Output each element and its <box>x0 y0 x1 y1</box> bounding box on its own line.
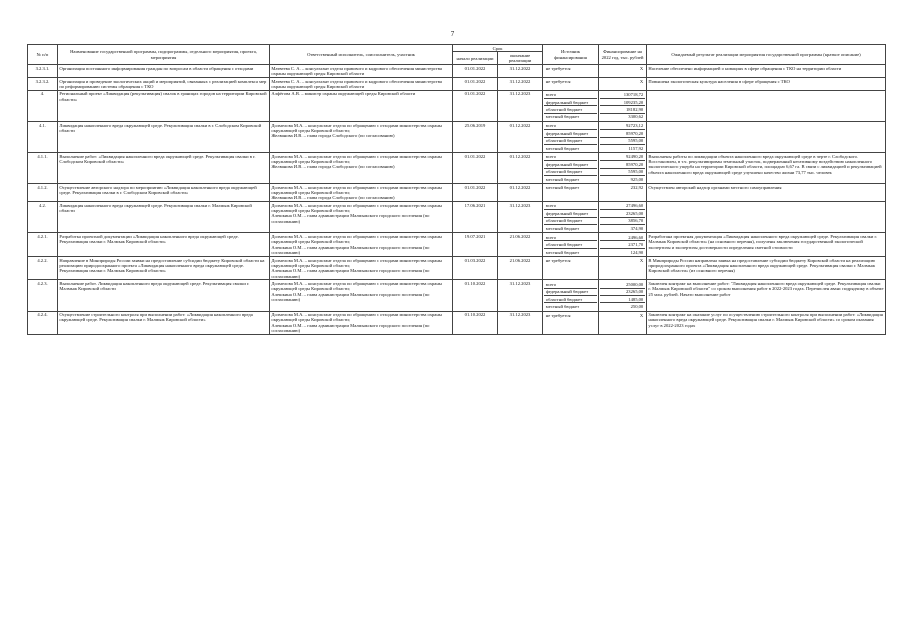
row-funding-sources <box>543 121 599 152</box>
header-num: № п/п <box>28 45 58 65</box>
row-expected-result <box>647 90 886 121</box>
row-name: Выполнение работ: «Ликвидация накопленного вреда окружающей среде. Рекультивация свалки в г. Слободском Кировской области» <box>58 153 270 184</box>
row-responsible: Долмелова М.А. – консультант отдела по обращению с отходами министерства охраны окружающей среды Кировской области; Алешкина О.М. – глава администрации Малмыжского городского поселения (по согласованию) <box>270 257 453 280</box>
row-number: 4.1. <box>28 121 58 152</box>
row-responsible: Долмелова М.А. – консультант отдела по обращению с отходами министерства охраны окружающей среды Кировской области; Алешкина О.М. – глава администрации Малмыжского городского поселения (по согласованию) <box>270 233 453 257</box>
row-end-date: 01.12.2022 <box>498 184 543 202</box>
table-row <box>28 202 886 233</box>
funding-source: федеральный бюджет <box>544 209 596 216</box>
funding-amount: 124,90 <box>600 248 644 255</box>
funding-amount: 1485,00 <box>600 295 644 302</box>
table-row <box>28 65 886 78</box>
funding-source: не требуется <box>545 66 571 72</box>
funding-amount: 3856,70 <box>600 217 644 224</box>
row-name: Организация и проведение экологических акций и мероприятий, связанных с реализацией комплекса мер по реформированию системы обращения с ТКО <box>58 78 270 91</box>
row-responsible: Матвеева С. А. – консультант отдела правового и кадрового обеспечения министерства охраны окружающей среды Кировской области <box>270 78 453 91</box>
row-name: Ликвидация накопленного вреда окружающей среде. Рекультивация свалки г. Малмыж Кировской области <box>58 202 270 233</box>
funding-source: федеральный бюджет <box>544 129 596 136</box>
row-funding-amounts <box>599 184 647 202</box>
row-number: 4.2.1. <box>28 233 58 257</box>
funding-amount: 5595,00 <box>600 168 644 175</box>
table-row <box>28 153 886 184</box>
row-responsible: Долмелова М.А. – консультант отдела по обращению с отходами министерства охраны окружающей среды Кировской области; Алешкина О.М. – глава администрации Малмыжского городского поселения (по согласованию) <box>270 280 453 311</box>
row-funding-sources <box>543 311 599 334</box>
row-end-date: 31.12.2022 <box>498 65 543 78</box>
row-responsible: Долмелова М.А. – консультант отдела по обращению с отходами министерства охраны окружающей среды Кировской области; Желванова И.В. – глава города Слободского (по согласованию) <box>270 153 453 184</box>
row-end-date: 21.06.2022 <box>498 257 543 280</box>
funding-amount: 925,00 <box>600 175 644 182</box>
funding-source: областной бюджет <box>544 240 596 247</box>
funding-source: всего <box>545 154 557 160</box>
row-start-date: 01.01.2022 <box>453 78 498 91</box>
funding-amount: 374,90 <box>600 224 644 231</box>
funding-amount: Х <box>639 66 644 72</box>
funding-amount: 92490,20 <box>626 154 644 160</box>
row-number: 4.2. <box>28 202 58 233</box>
row-name: Разработка проектной документации «Ликвидация накопленного вреда окружающей среде. Рекультивация свалки г. Малмыж Кировской области» <box>58 233 270 257</box>
funding-amount: Х <box>639 79 644 85</box>
row-start-date: 01.03.2022 <box>453 257 498 280</box>
funding-amount: 2496,60 <box>628 234 644 240</box>
header-term-end: окончание реализации <box>498 52 543 65</box>
row-end-date: 31.12.2023 <box>498 311 543 334</box>
row-name: Осуществление строительного контроля при выполнении работ: «Ликвидация накопленного вреда окружающей среде. Рекультивация свалки г. Малмыж Кировской области» <box>58 311 270 334</box>
table-body <box>28 65 886 335</box>
row-funding-sources <box>543 233 599 257</box>
row-number: 3.2.3.1. <box>28 65 58 78</box>
row-end-date: 31.12.2022 <box>498 78 543 91</box>
row-expected-result: Заключен контракт на оказание услуг по осуществлению строительного контроля при выполнении работ: «Ликвидация накопленного вреда окружающей среде. Рекультивация свалки г. Малмыж Кировской области» со сроком оказания услуг в 2022-2023 годах <box>647 311 886 334</box>
row-number: 4.2.3. <box>28 280 58 311</box>
funding-amount: 18182,90 <box>600 105 644 112</box>
funding-source: не требуется <box>545 312 571 318</box>
row-funding-sources <box>543 153 599 184</box>
row-expected-result: Повышена экологическая культура населения в сфере обращения с ТКО <box>647 78 886 91</box>
table-row <box>28 233 886 257</box>
table-row <box>28 280 886 311</box>
header-result: Ожидаемый результат реализации мероприятия государственной программы (краткое описание) <box>647 45 886 65</box>
table-row <box>28 78 886 91</box>
row-number: 4.1.2. <box>28 184 58 202</box>
row-funding-amounts <box>599 78 647 91</box>
table-row <box>28 257 886 280</box>
row-start-date: 25.06.2019 <box>453 121 498 152</box>
row-funding-sources <box>543 257 599 280</box>
row-expected-result: Разработана проектная документация «Ликвидация накопленного вреда окружающей среде. Рекультивация свалки г. Малмыж Кировской области» (на основного перечня), получены заключения государственной экологической экспертизы и экспертизы достоверности определения сметной стоимости <box>647 233 886 257</box>
row-responsible: Долмелова М.А. – консультант отдела по обращению с отходами министерства охраны окружающей среды Кировской области; Желванова И.В. – глава города Слободского (по согласованию) <box>270 121 453 152</box>
header-source: Источник финансирования <box>543 45 599 65</box>
row-expected-result: Заключен контракт на выполнение работ: "Ликвидация накопленного вреда окружающей среде. Рекультивация свалки г. Малмыж Кировской области" со сроком выполнения работ в 2022-2023 годах. Перечислен аванс подрядчику в объеме 25 млн. рублей. Начато выполнение работ <box>647 280 886 311</box>
funding-source: всего <box>545 234 557 240</box>
row-funding-amounts <box>599 257 647 280</box>
row-start-date: 01.10.2022 <box>453 311 498 334</box>
funding-amount: 130718,72 <box>623 92 644 98</box>
funding-amount: 27496,60 <box>626 203 644 209</box>
funding-amount: 109235,20 <box>600 98 644 105</box>
funding-source: областной бюджет <box>544 137 596 144</box>
row-end-date: 01.12.2022 <box>498 121 543 152</box>
row-responsible: Матвеева С. А. – консультант отдела правового и кадрового обеспечения министерства охраны окружающей среды Кировской области <box>270 65 453 78</box>
funding-source: местный бюджет <box>544 113 596 120</box>
row-start-date: 01.01.2022 <box>453 184 498 202</box>
row-name: Выполнение работ. Ликвидация накопленного вреда окружающей среде. Рекультивация свалки г. Малмыж Кировской области <box>58 280 270 311</box>
funding-source: местный бюджет <box>544 224 596 231</box>
funding-source: местный бюджет <box>544 302 596 309</box>
row-end-date: 31.12.2023 <box>498 202 543 233</box>
table-header-row <box>28 45 886 52</box>
funding-amount: 1157,92 <box>600 144 644 151</box>
funding-amount: 23265,00 <box>600 288 644 295</box>
row-expected-result: Осуществлен авторский надзор органами местного самоуправления <box>647 184 886 202</box>
row-funding-amounts <box>599 90 647 121</box>
table-row <box>28 121 886 152</box>
funding-amount: Х <box>639 312 644 318</box>
row-responsible: Долмелова М.А. – консультант отдела по обращению с отходами министерства охраны окружающей среды Кировской области; Алешкина О.М. – глава администрации Малмыжского городского поселения (по согласованию) <box>270 311 453 334</box>
row-number: 4.1.1. <box>28 153 58 184</box>
funding-source: не требуется <box>545 79 571 85</box>
header-name: Наименование государственной программы, подпрограммы, отдельного мероприятия, проекта, мероприятия <box>58 45 270 65</box>
row-name: Направление в Минприроды России заявки на предоставление субсидии бюджету Кировской области на реализацию природоохранного проекта «Ликвидация накопленного вреда окружающей среде. Рекультивация свалки г. Малмыж Кировской области» <box>58 257 270 280</box>
funding-source: федеральный бюджет <box>544 288 596 295</box>
table-row <box>28 184 886 202</box>
row-number: 4.2.2. <box>28 257 58 280</box>
funding-source: не требуется <box>545 258 571 264</box>
funding-amount: 232,92 <box>630 185 644 191</box>
row-funding-amounts <box>599 280 647 311</box>
header-responsible: Ответственный исполнитель, соисполнитель, участник <box>270 45 453 65</box>
header-amount: Финансирование на 2022 год, тыс. рублей <box>599 45 647 65</box>
funding-amount: 2371,70 <box>600 240 644 247</box>
funding-source: местный бюджет <box>545 185 580 191</box>
row-start-date: 01.01.2022 <box>453 153 498 184</box>
funding-source: областной бюджет <box>544 105 596 112</box>
row-funding-sources <box>543 280 599 311</box>
row-funding-amounts <box>599 202 647 233</box>
row-number: 4. <box>28 90 58 121</box>
funding-source: местный бюджет <box>544 175 596 182</box>
funding-amount: 85970,20 <box>600 129 644 136</box>
row-expected-result: Население обеспечено информацией о новациях в сфере обращения с ТКО на территории области <box>647 65 886 78</box>
row-responsible: Долмелова М.А. – консультант отдела по обращению с отходами министерства охраны окружающей среды Кировской области; Желванова И.В. – глава города Слободского (по согласованию) <box>270 184 453 202</box>
funding-source: федеральный бюджет <box>544 160 596 167</box>
page-number: 7 <box>450 30 455 38</box>
row-end-date: 21.06.2022 <box>498 233 543 257</box>
row-number: 3.2.3.2. <box>28 78 58 91</box>
row-funding-amounts <box>599 65 647 78</box>
row-start-date: 01.10.2022 <box>453 280 498 311</box>
header-term-start: начало реализации <box>453 52 498 65</box>
row-expected-result: В Минприроды России направлена заявка на предоставление субсидии бюджету Кировской области на реализацию природоохранного проекта «Ликвидация накопленного вреда окружающей среде. Рекультивация свалки г. Малмыж Кировской области» (из основного перечня) <box>647 257 886 280</box>
funding-source: всего <box>545 203 557 209</box>
row-end-date: 01.12.2022 <box>498 153 543 184</box>
row-funding-amounts <box>599 311 647 334</box>
row-start-date: 01.01.2022 <box>453 90 498 121</box>
row-funding-sources <box>543 65 599 78</box>
table-row <box>28 311 886 334</box>
row-name: Региональный проект «Ликвидация (рекультивация) свалок в границах городов на территории Кировской области» <box>58 90 270 121</box>
funding-source: всего <box>545 92 557 98</box>
funding-amount: Х <box>639 258 644 264</box>
row-funding-sources <box>543 202 599 233</box>
row-funding-amounts <box>599 121 647 152</box>
row-number: 4.2.4. <box>28 311 58 334</box>
row-funding-sources <box>543 78 599 91</box>
funding-source: всего <box>545 281 557 287</box>
row-funding-sources <box>543 90 599 121</box>
row-responsible: Долмелова М.А. – консультант отдела по обращению с отходами министерства охраны окружающей среды Кировской области; Алешкина О.М. – глава администрации Малмыжского городского поселения (по согласованию) <box>270 202 453 233</box>
row-name: Организация постоянного информирования граждан по вопросам в области обращения с отходами <box>58 65 270 78</box>
row-funding-sources <box>543 184 599 202</box>
row-responsible: Алфёгова А.В. – министр охраны окружающей среды Кировской области <box>270 90 453 121</box>
funding-source: всего <box>545 123 557 129</box>
funding-source: местный бюджет <box>544 248 596 255</box>
row-expected-result <box>647 121 886 152</box>
funding-amount: 3300,62 <box>600 113 644 120</box>
funding-source: областной бюджет <box>544 295 596 302</box>
row-expected-result <box>647 202 886 233</box>
table-row <box>28 90 886 121</box>
funding-amount: 92723,12 <box>626 123 644 129</box>
row-end-date: 31.12.2023 <box>498 280 543 311</box>
row-name: Осуществление авторского надзора по мероприятию «Ликвидация накопленного вреда окружающей среде. Рекультивация свалки в г. Слободском Кировской области» <box>58 184 270 202</box>
row-start-date: 01.01.2022 <box>453 65 498 78</box>
row-funding-amounts <box>599 153 647 184</box>
funding-amount: 250,00 <box>600 302 644 309</box>
funding-amount: 25000,00 <box>626 281 644 287</box>
row-start-date: 17.06.2021 <box>453 202 498 233</box>
funding-source: местный бюджет <box>544 144 596 151</box>
funding-amount: 23265,00 <box>600 209 644 216</box>
funding-amount: 5595,00 <box>600 137 644 144</box>
row-expected-result: Выполнены работы по ликвидации объекта накопленного вреда окружающей среде в черте г. Слободского. Восстановлен, в т.ч. рекультивирован земельный участок, подверженный негативному воздействию накопленного экологического ущерба на территории Кировской области, площадью 6,67 га. В связи с ликвидацией и рекультивацией объекта накопленного вреда окружающей среде улучшено качество жизни 73,77 тыс. человек <box>647 153 886 184</box>
row-funding-amounts <box>599 233 647 257</box>
funding-source: областной бюджет <box>544 217 596 224</box>
header-term: Срок <box>453 45 543 52</box>
program-table <box>27 44 886 335</box>
row-start-date: 19.07.2021 <box>453 233 498 257</box>
funding-source: областной бюджет <box>544 168 596 175</box>
row-name: Ликвидация накопленного вреда окружающей среде. Рекультивация свалки в г. Слободском Кировской области <box>58 121 270 152</box>
row-end-date: 31.12.2023 <box>498 90 543 121</box>
funding-amount: 85970,20 <box>600 160 644 167</box>
funding-source: федеральный бюджет <box>544 98 596 105</box>
